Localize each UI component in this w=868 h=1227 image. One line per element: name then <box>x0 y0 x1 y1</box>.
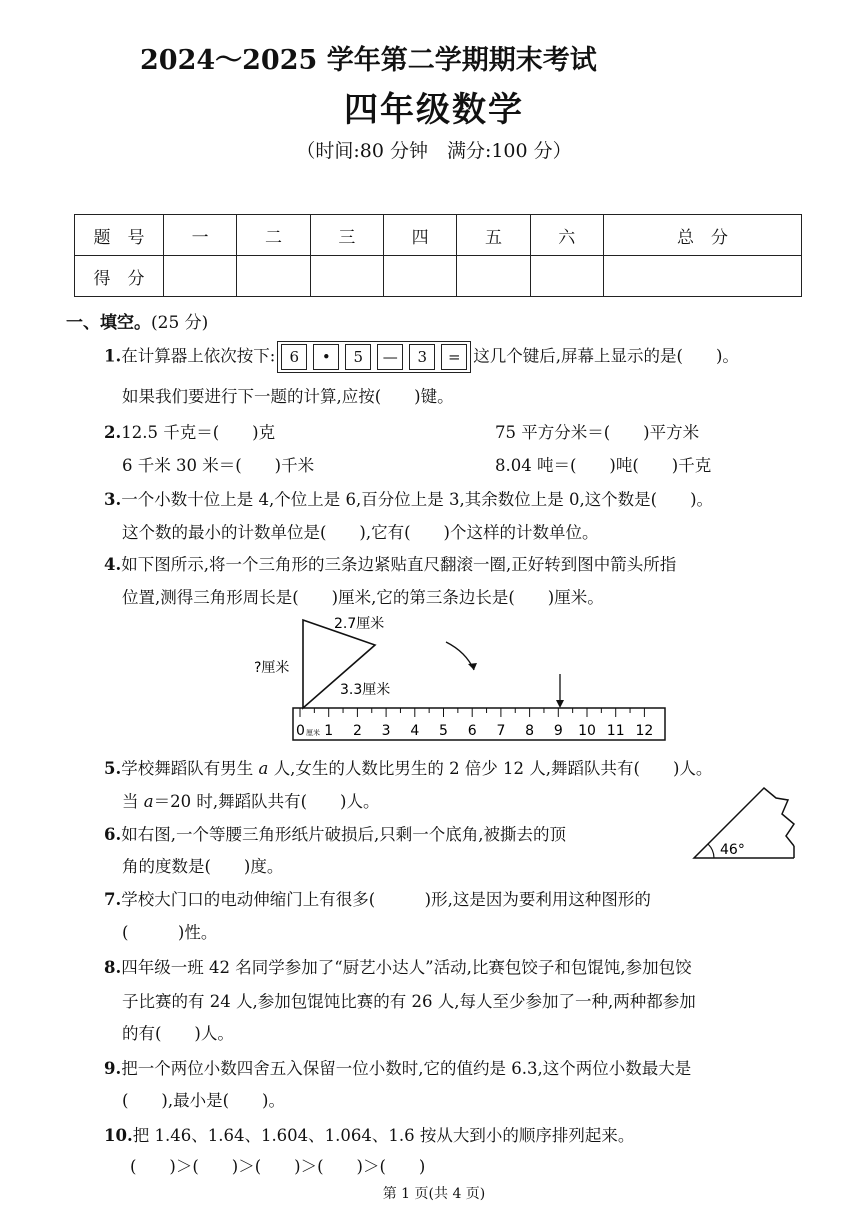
question-4-line-1 <box>104 551 676 575</box>
ruler-tick-label: 12 <box>635 723 654 739</box>
question-10-line-1 <box>104 1122 634 1146</box>
question-number: 6. <box>104 825 122 844</box>
question-number: 8. <box>104 958 122 977</box>
triangle-left-label: ?厘米 <box>254 660 290 676</box>
score-cell <box>237 256 310 297</box>
question-2-line-1 <box>104 419 275 443</box>
score-header-cell: 总 分 <box>603 215 801 256</box>
calc-key-minus: — <box>377 344 403 370</box>
section-1-heading <box>66 308 208 333</box>
calc-key-equals: = <box>441 344 467 370</box>
score-cell <box>164 256 237 297</box>
question-text: 如下图所示,将一个三角形的三条边紧贴直尺翻滚一圈,正好转到图中箭头所指 <box>121 555 677 574</box>
question-2-item-c: 6 千米 30 米＝( )千米 <box>122 456 315 475</box>
question-text: 学校舞蹈队有男生 <box>121 759 259 778</box>
question-2-item-b: 75 平方分米＝( )平方米 <box>495 423 700 442</box>
question-text: 人,女生的人数比男生的 2 倍少 12 人,舞蹈队共有( )人。 <box>268 759 713 778</box>
question-3-line-1 <box>104 486 713 510</box>
ruler-tick-label: 6 <box>467 723 477 739</box>
exam-meta: （时间:80 分钟 满分:100 分） <box>296 140 572 162</box>
question-text: 这几个键后,屏幕上显示的是( )。 <box>473 346 739 366</box>
variable-a: a <box>143 792 154 811</box>
triangle-ruler-figure <box>250 610 680 745</box>
score-header-cell: 二 <box>237 215 310 256</box>
section-1-title: 一、填空。 <box>66 313 151 333</box>
ruler <box>293 708 665 740</box>
ruler-ticks <box>300 708 644 717</box>
score-row-label: 得 分 <box>75 256 164 297</box>
angle-arc <box>708 844 714 858</box>
question-8-line-2: 子比赛的有 24 人,参加包馄饨比赛的有 26 人,每人至少参加了一种,两种都参加 <box>122 992 696 1011</box>
question-number: 10. <box>104 1126 133 1145</box>
question-4-line-2: 位置,测得三角形周长是( )厘米,它的第三条边长是( )厘米。 <box>122 588 604 607</box>
ruler-tick-label: 11 <box>606 723 625 739</box>
score-cell <box>457 256 530 297</box>
score-header-cell: 三 <box>310 215 383 256</box>
ruler-zero-label: 0 <box>296 723 305 739</box>
ruler-tick-label: 4 <box>410 723 420 739</box>
question-text: 如右图,一个等腰三角形纸片破损后,只剩一个底角,被撕去的顶 <box>121 825 566 844</box>
calc-key-3: 3 <box>409 344 435 370</box>
question-text: 在计算器上依次按下: <box>121 346 276 366</box>
question-number: 1. <box>104 346 122 366</box>
question-1-line-2: 如果我们要进行下一题的计算,应按( )键。 <box>122 387 454 406</box>
broken-triangle-figure <box>690 784 800 866</box>
exam-title: 2024～2025 学年第二学期期末考试 <box>140 45 597 76</box>
question-8-line-3: 的有( )人。 <box>122 1024 234 1043</box>
score-header-cell: 五 <box>457 215 530 256</box>
question-5-line-2 <box>122 788 379 812</box>
question-number: 3. <box>104 490 122 509</box>
score-cell <box>530 256 603 297</box>
question-10-line-2: ( )＞( )＞( )＞( )＞( ) <box>130 1157 426 1176</box>
ruler-tick-label: 1 <box>324 723 334 739</box>
score-header-cell: 题 号 <box>75 215 164 256</box>
question-7-line-1 <box>104 886 651 910</box>
question-3-line-2: 这个数的最小的计数单位是( ),它有( )个这样的计数单位。 <box>122 523 599 542</box>
page-footer: 第 1 页(共 4 页) <box>382 1186 486 1202</box>
question-8-line-1 <box>104 954 692 978</box>
score-table <box>74 214 802 297</box>
calc-key-dot: • <box>313 344 339 370</box>
question-6-line-2: 角的度数是( )度。 <box>122 857 284 876</box>
question-9-line-1 <box>104 1055 691 1079</box>
question-text: 四年级一班 42 名同学参加了“厨艺小达人”活动,比赛包饺子和包馄饨,参加包饺 <box>121 958 692 977</box>
question-number: 5. <box>104 759 122 778</box>
pointer-arrow-head <box>556 700 564 708</box>
exam-subject: 四年级数学 <box>344 90 524 130</box>
score-table-score-row <box>75 256 802 297</box>
question-6-line-1 <box>104 821 566 845</box>
score-cell <box>603 256 801 297</box>
question-1-line-1 <box>104 341 739 373</box>
question-text: 12.5 千克＝( )克 <box>121 423 276 442</box>
ruler-tick-label: 9 <box>553 723 563 739</box>
section-1-points: (25 分) <box>151 313 209 333</box>
ruler-tick-label: 3 <box>381 723 391 739</box>
angle-label: 46° <box>720 842 745 858</box>
rotation-arrow-head <box>468 663 477 670</box>
question-text: 把 1.46、1.64、1.604、1.064、1.6 按从大到小的顺序排列起来。 <box>132 1126 635 1145</box>
calc-key-6: 6 <box>281 344 307 370</box>
ruler-tick-label: 2 <box>352 723 362 739</box>
ruler-tick-label: 8 <box>525 723 535 739</box>
question-5-line-1 <box>104 755 712 779</box>
ruler-tick-label: 7 <box>496 723 506 739</box>
calculator-keys <box>277 341 471 373</box>
question-number: 2. <box>104 423 122 442</box>
ruler-labels <box>324 723 653 739</box>
calc-key-5: 5 <box>345 344 371 370</box>
question-text: 一个小数十位上是 4,个位上是 6,百分位上是 3,其余数位上是 0,这个数是( )。 <box>121 490 714 509</box>
ruler-tick-label: 10 <box>578 723 596 739</box>
triangle-top-label: 2.7厘米 <box>334 616 385 632</box>
question-number: 4. <box>104 555 122 574</box>
question-text: 把一个两位小数四舍五入保留一位小数时,它的值约是 6.3,这个两位小数最大是 <box>121 1059 692 1078</box>
score-table-header-row <box>75 215 802 256</box>
score-cell <box>310 256 383 297</box>
question-number: 7. <box>104 890 122 909</box>
score-header-cell: 四 <box>383 215 456 256</box>
score-cell <box>383 256 456 297</box>
question-9-line-2: ( ),最小是( )。 <box>122 1091 285 1110</box>
variable-a: a <box>258 759 269 778</box>
question-text: ＝20 时,舞蹈队共有( )人。 <box>153 792 380 811</box>
ruler-unit-label: 厘米 <box>306 729 320 737</box>
ruler-tick-label: 5 <box>439 723 448 739</box>
question-2-item-d: 8.04 吨＝( )吨( )千克 <box>495 456 712 475</box>
question-text: 当 <box>122 792 144 811</box>
question-7-line-2: ( )性。 <box>122 923 218 942</box>
question-text: 学校大门口的电动伸缩门上有很多( )形,这是因为要利用这种图形的 <box>121 890 651 909</box>
score-header-cell: 六 <box>530 215 603 256</box>
question-number: 9. <box>104 1059 122 1078</box>
score-header-cell: 一 <box>164 215 237 256</box>
triangle-bottom-label: 3.3厘米 <box>340 682 391 698</box>
